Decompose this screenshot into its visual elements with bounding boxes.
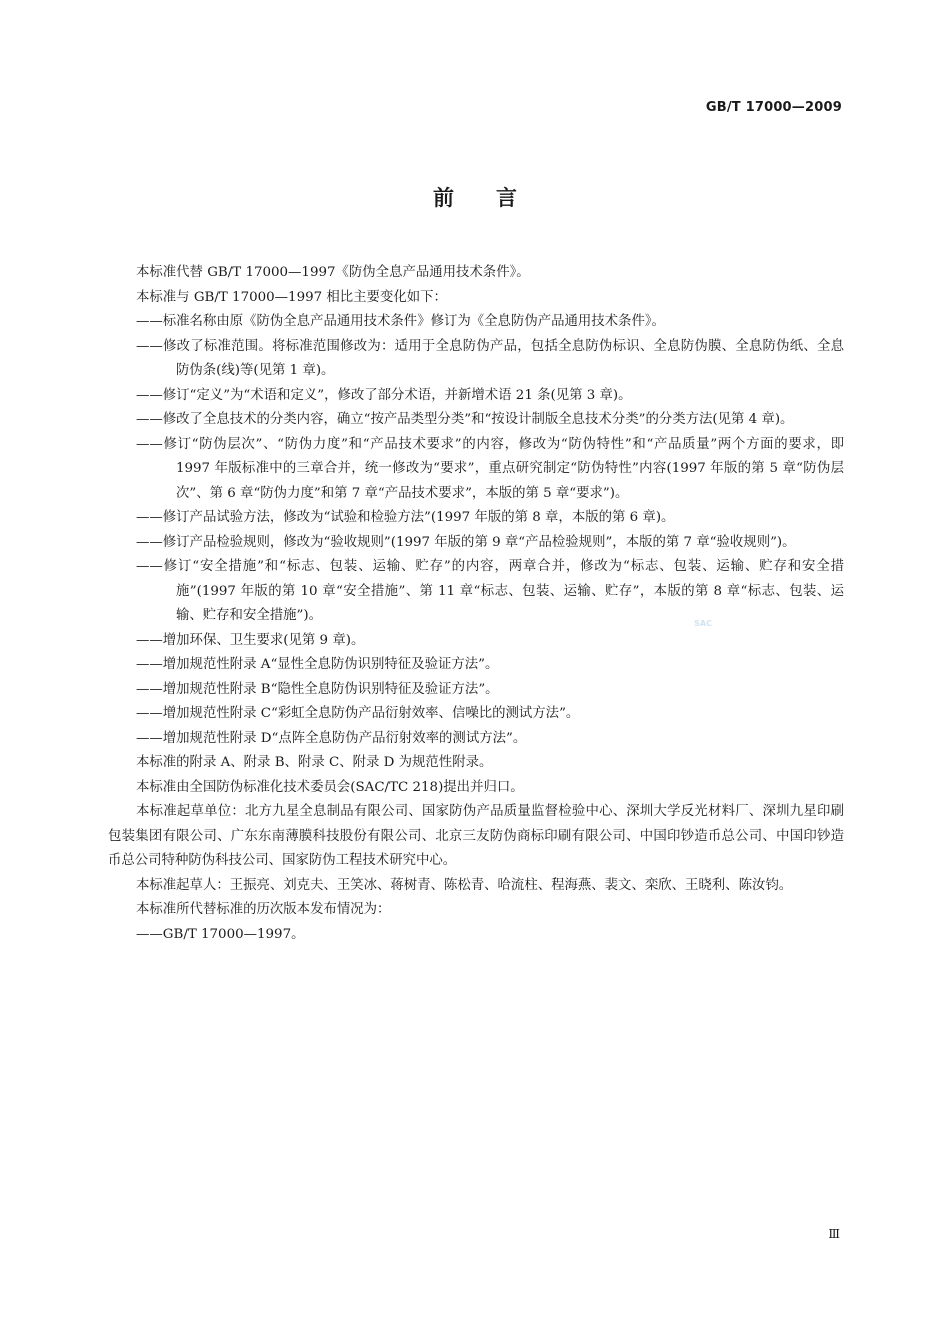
page-title: 前言 bbox=[433, 186, 559, 210]
change-item: ——增加规范性附录 B“隐性全息防伪识别特征及验证方法”。 bbox=[136, 681, 499, 697]
sac-watermark: SAC bbox=[694, 618, 712, 628]
change-item: ——标准名称由原《防伪全息产品通用技术条件》修订为《全息防伪产品通用技术条件》。 bbox=[136, 314, 665, 329]
change-item: ——修订“定义”为“术语和定义”，修改了部分术语，并新增术语 21 条(见第 3 章)。 bbox=[136, 387, 632, 403]
paragraph-history-intro: 本标准所代替标准的历次版本发布情况为： bbox=[136, 902, 391, 917]
change-item: ——修订“安全措施”和“标志、包装、运输、贮存”的内容，两章合并，修改为“标志、包装、运输、贮存和安全措施”(1997 年版的第 10 章“安全措施”、第 11 章“标志、包装、运输、贮存”，本版的第 8 章“标志、包装、运输、贮存和安全措施”)。 bbox=[136, 559, 844, 623]
paragraph-replaces: 本标准代替 GB/T 17000—1997《防伪全息产品通用技术条件》。 bbox=[136, 265, 530, 280]
change-item: ——增加规范性附录 A“显性全息防伪识别特征及验证方法”。 bbox=[136, 657, 499, 672]
history-item: ——GB/T 17000—1997。 bbox=[136, 926, 305, 942]
paragraph-drafters: 本标准起草人：王振亮、刘克夫、王笑冰、蒋树青、陈松青、哈流柱、程海燕、裴文、栾欣、王晓利、陈汝钧。 bbox=[136, 877, 793, 893]
paragraph-drafting-units: 本标准起草单位：北方九星全息制品有限公司、国家防伪产品质量监督检验中心、深圳大学反光材料厂、深圳九星印刷包装集团有限公司、广东东南薄膜科技股份有限公司、北京三友防伪商标印刷有限公司、中国印钞造币总公司、中国印钞造币总公司特种防伪科技公司、国家防伪工程技术研究中心。 bbox=[108, 804, 844, 868]
change-item: ——修改了标准范围。将标准范围修改为：适用于全息防伪产品，包括全息防伪标识、全息防伪膜、全息防伪纸、全息防伪条(线)等(见第 1 章)。 bbox=[136, 338, 844, 378]
change-item: ——修订产品检验规则，修改为“验收规则”(1997 年版的第 9 章“产品检验规则”，本版的第 7 章“验收规则”)。 bbox=[136, 534, 796, 550]
change-item: ——增加规范性附录 D“点阵全息防伪产品衍射效率的测试方法”。 bbox=[136, 730, 527, 746]
paragraph-changes-intro: 本标准与 GB/T 17000—1997 相比主要变化如下： bbox=[136, 289, 447, 305]
change-item: ——增加环保、卫生要求(见第 9 章)。 bbox=[136, 632, 365, 648]
change-item: ——修订“防伪层次”、“防伪力度”和“产品技术要求”的内容，修改为“防伪特性”和“产品质量”两个方面的要求，即 1997 年版标准中的三章合并，统一修改为“要求”，重点研究制定“防伪特性”内容(1997 年版的第 5 章“防伪层次”、第 6 章“防伪力度”和第 7 章“产品技术要求”，本版的第 5 章“要求”)。 bbox=[136, 436, 844, 501]
page-number: Ⅲ bbox=[828, 1227, 840, 1241]
change-item: ——修订产品试验方法，修改为“试验和检验方法”(1997 年版的第 8 章，本版的第 6 章)。 bbox=[136, 510, 675, 525]
paragraph-appendix: 本标准的附录 A、附录 B、附录 C、附录 D 为规范性附录。 bbox=[136, 755, 493, 770]
document-body bbox=[108, 261, 844, 947]
change-item: ——修改了全息技术的分类内容，确立“按产品类型分类”和“按设计制版全息技术分类”的分类方法(见第 4 章)。 bbox=[136, 412, 794, 427]
change-item: ——增加规范性附录 C“彩虹全息防伪产品衍射效率、信噪比的测试方法”。 bbox=[136, 706, 580, 721]
paragraph-proposer: 本标准由全国防伪标准化技术委员会(SAC/TC 218)提出并归口。 bbox=[136, 779, 524, 795]
standard-code: GB/T 17000—2009 bbox=[705, 100, 842, 115]
